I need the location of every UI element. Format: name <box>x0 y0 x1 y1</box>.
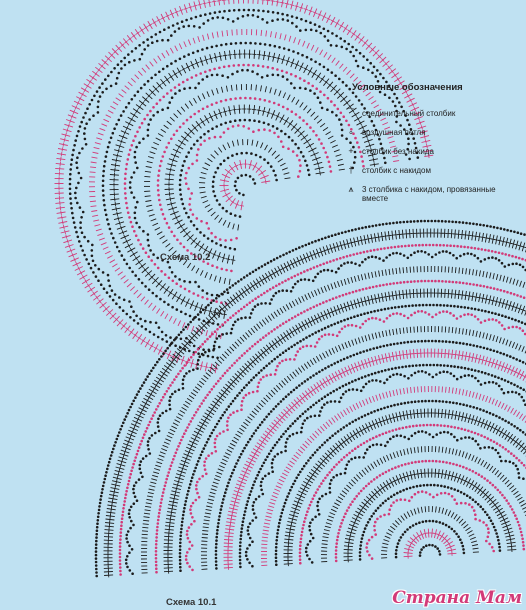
legend-title: Условные обозначения <box>352 82 463 93</box>
three-dc-cluster-icon: ⩚ <box>348 184 354 194</box>
single-crochet-icon: + <box>348 146 354 156</box>
legend-item-double-crochet <box>340 166 520 175</box>
legend-label: воздушная петля <box>362 128 426 137</box>
legend-label: соединительный столбик <box>362 109 456 118</box>
scheme-10-1-caption: Схема 10.1 <box>166 597 217 608</box>
legend-label: столбик без накида <box>362 147 434 156</box>
legend-item-chain <box>340 128 520 137</box>
legend-label: столбик с накидом <box>362 166 431 175</box>
legend-item-single-crochet <box>340 147 520 156</box>
scheme-10-2-caption: Схема 10.2 <box>160 252 211 263</box>
legend <box>340 82 520 213</box>
legend-label: 3 столбика с накидом, провязанные вместе <box>362 185 496 203</box>
slip-stitch-icon: ⌒ <box>346 108 356 118</box>
watermark: Страна Мам <box>392 588 522 608</box>
legend-item-cluster <box>340 185 520 203</box>
double-crochet-icon: † <box>348 165 354 175</box>
chain-icon: ∘ <box>348 127 354 137</box>
scheme-10-1-chart <box>95 220 526 578</box>
legend-item-slip-stitch <box>340 109 520 118</box>
